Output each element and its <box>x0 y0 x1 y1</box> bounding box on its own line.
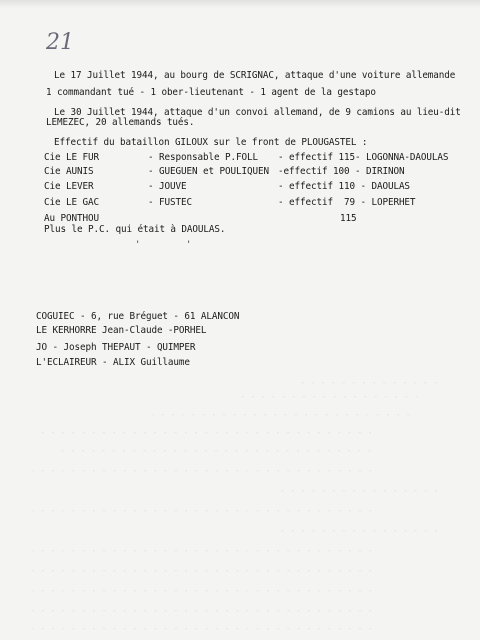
address-line: COGUIEC - 6, rue Bréguet - 61 ALANCON <box>36 311 240 322</box>
company-name: Cie LE GAC <box>44 197 99 208</box>
pc-note: Plus le P.C. qui était à DAOULAS. <box>44 224 226 235</box>
event2-line1: Le 30 Juillet 1944, attaque d'un convoi allemand, de 9 camions au lieu-dit <box>54 107 461 118</box>
stray-mark: ' <box>135 240 141 250</box>
ponthou-value: 115 <box>340 213 357 224</box>
company-strength: - effectif 115- LOGONNA-DAOULAS <box>278 152 449 163</box>
address-line: LE KERHORRE Jean-Claude -PORHEL <box>36 325 207 336</box>
company-name: Cie LE FUR <box>44 152 99 163</box>
company-strength: - effectif 79 - LOPERHET <box>278 197 416 208</box>
company-name: Cie AUNIS <box>44 166 94 177</box>
company-name: Cie LEVER <box>44 181 94 192</box>
company-leader: - FUSTEC <box>148 197 192 208</box>
company-strength: - effectif 110 - DAOULAS <box>278 181 410 192</box>
stray-mark: ' <box>186 240 192 250</box>
battalion-heading: Effectif du bataillon GILOUX sur le front de PLOUGASTEL : <box>54 137 368 148</box>
event1-line2: 1 commandant tué - 1 ober-lieutenant - 1 agent de la gestapo <box>46 87 376 98</box>
handwritten-page-number: 21 <box>46 30 74 55</box>
company-leader: - Responsable P.FOLL <box>148 152 258 163</box>
scan-edge-shadow <box>0 0 480 8</box>
company-leader: - JOUVE <box>148 181 187 192</box>
address-line: JO - Joseph THEPAUT - QUIMPER <box>36 342 196 353</box>
ponthou-label: Au PONTHOU <box>44 213 99 224</box>
event2-line2: LEMEZEC, 20 allemands tués. <box>46 117 195 128</box>
event1-line1: Le 17 Juillet 1944, au bourg de SCRIGNAC, attaque d'une voiture allemande <box>54 70 456 81</box>
company-strength: -effectif 100 - DIRINON <box>278 166 405 177</box>
address-line: L'ECLAIREUR - ALIX Guillaume <box>36 357 190 368</box>
company-leader: - GUEGUEN et POULIQUEN <box>148 166 269 177</box>
